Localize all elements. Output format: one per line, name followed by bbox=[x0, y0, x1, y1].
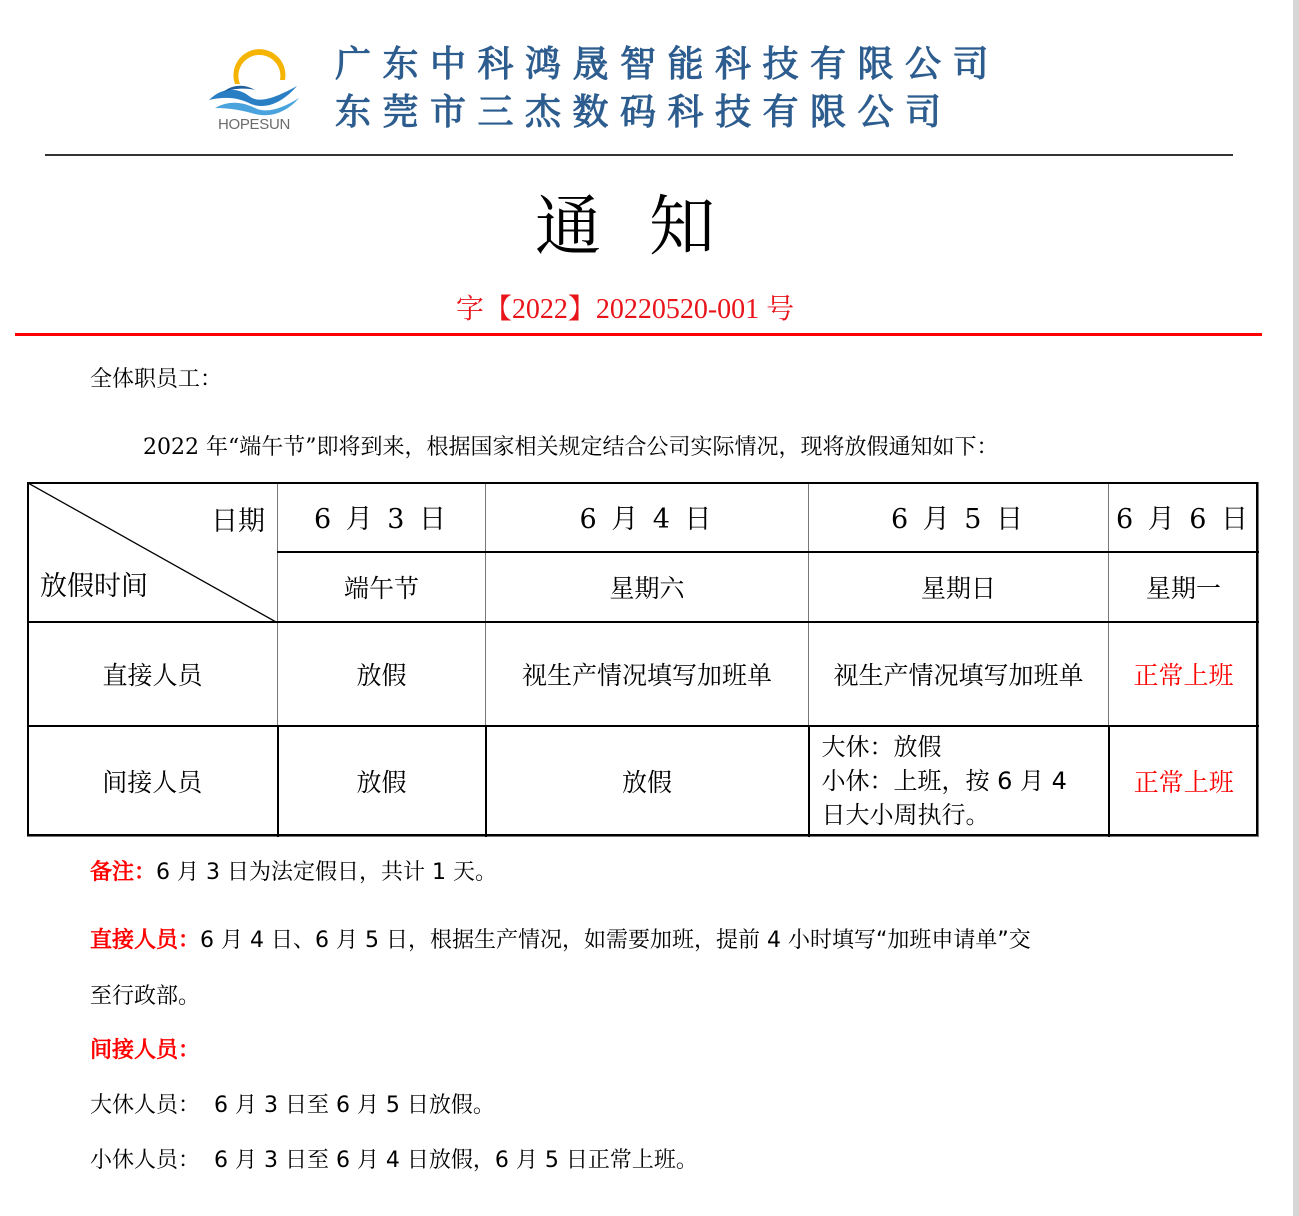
table-header-date: 6 月 5 日 bbox=[809, 483, 1109, 552]
corner-label-date: 日期 bbox=[211, 506, 265, 537]
remark-text: 6 月 3 日为法定假日，共计 1 天。 bbox=[156, 860, 497, 885]
holiday-schedule-table bbox=[27, 482, 1259, 837]
table-cell-multiline bbox=[809, 726, 1109, 837]
red-divider bbox=[15, 333, 1262, 336]
table-header-weekday: 星期日 bbox=[809, 552, 1109, 622]
sun-wave-icon bbox=[205, 36, 303, 116]
logo-wordmark: HOPESUN bbox=[217, 116, 291, 133]
header-divider bbox=[45, 154, 1233, 156]
table-cell: 视生产情况填写加班单 bbox=[486, 622, 809, 726]
table-cell: 放假 bbox=[278, 622, 486, 726]
table-cell-highlight: 正常上班 bbox=[1109, 726, 1259, 837]
table-header-date: 6 月 3 日 bbox=[278, 483, 486, 552]
direct-staff-label: 直接人员： bbox=[90, 928, 201, 953]
big-rest-note: 大休人员： 6 月 3 日至 6 月 5 日放假。 bbox=[90, 1093, 495, 1118]
row-label-direct-staff: 直接人员 bbox=[28, 622, 278, 726]
small-rest-note: 小休人员： 6 月 3 日至 6 月 4 日放假，6 月 5 日正常上班。 bbox=[90, 1148, 698, 1173]
table-header-weekday: 星期六 bbox=[486, 552, 809, 622]
direct-staff-note bbox=[90, 926, 1031, 956]
company-logo bbox=[205, 36, 303, 134]
indirect-staff-label: 间接人员： bbox=[90, 1038, 201, 1063]
table-header-date: 6 月 6 日 bbox=[1109, 483, 1259, 552]
document-number: 字【2022】20220520-001 号 bbox=[455, 294, 795, 325]
table-row bbox=[28, 726, 1259, 837]
company-name-primary: 广东中科鸿晟智能科技有限公司 bbox=[335, 44, 1001, 85]
cell-line: 大休：放假 bbox=[821, 733, 942, 762]
direct-staff-note-cont: 至行政部。 bbox=[90, 984, 201, 1009]
table-cell: 放假 bbox=[486, 726, 809, 837]
remark-label: 备注： bbox=[90, 860, 157, 885]
intro-paragraph: 2022 年“端午节”即将到来，根据国家相关规定结合公司实际情况，现将放假通知如下： bbox=[143, 435, 999, 460]
corner-label-holiday: 放假时间 bbox=[40, 570, 148, 602]
table-cell-highlight: 正常上班 bbox=[1109, 622, 1259, 726]
page-title: 通知 bbox=[535, 188, 763, 265]
table-cell: 放假 bbox=[278, 726, 486, 837]
table-header-weekday: 端午节 bbox=[278, 552, 486, 622]
indirect-staff-note bbox=[90, 1036, 200, 1066]
company-name-secondary: 东莞市三杰数码科技有限公司 bbox=[335, 92, 953, 133]
table-header-date: 6 月 4 日 bbox=[486, 483, 809, 552]
salutation: 全体职员工： bbox=[90, 367, 223, 392]
table-header-weekday: 星期一 bbox=[1109, 552, 1259, 622]
cell-line: 日大小周执行。 bbox=[821, 801, 990, 830]
table-corner-cell bbox=[28, 483, 278, 622]
cell-line: 小休：上班，按 6 月 4 bbox=[821, 767, 1067, 796]
remark-note bbox=[90, 858, 497, 888]
table-cell: 视生产情况填写加班单 bbox=[809, 622, 1109, 726]
row-label-indirect-staff: 间接人员 bbox=[28, 726, 278, 837]
direct-staff-text: 6 月 4 日、6 月 5 日，根据生产情况，如需要加班，提前 4 小时填写“加班申请单”交 bbox=[200, 928, 1031, 953]
table-row bbox=[28, 622, 1259, 726]
scrollbar-track[interactable] bbox=[1293, 0, 1299, 1216]
table-row-dates bbox=[28, 483, 1259, 552]
